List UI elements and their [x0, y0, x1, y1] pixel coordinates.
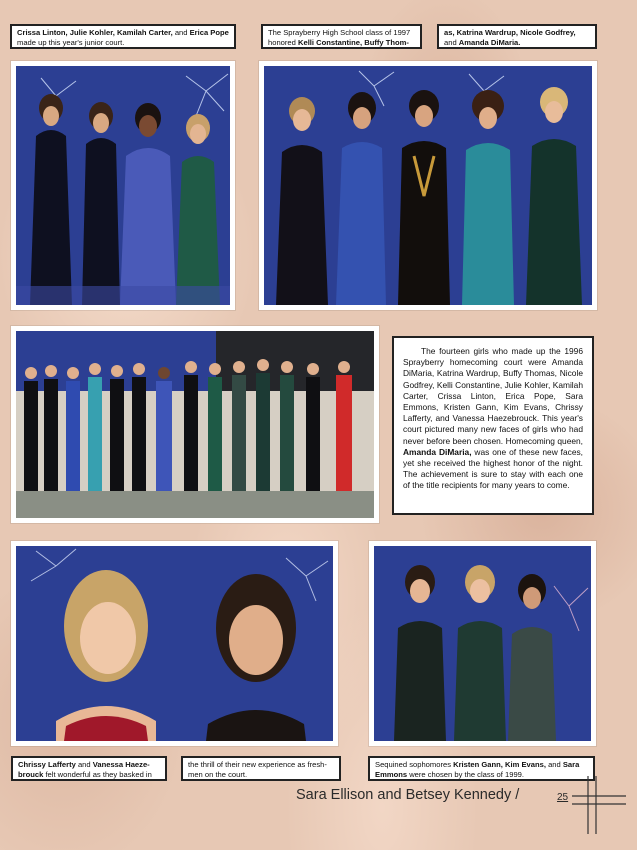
caption-junior-court: Crissa Linton, Julie Kohler, Kamilah Carter, and Erica Pope made up this year's junior court.	[10, 24, 236, 49]
photographer-credit: Sara Ellison and Betsey Kennedy /	[296, 787, 520, 803]
caption-sophomores: Sequined sophomores Kristen Gann, Kim Evans, and Sara Emmons were chosen by the class of 1999.	[368, 756, 595, 781]
photo-senior-court	[259, 61, 597, 310]
photo-full-court	[11, 326, 379, 523]
story-paragraph: The fourteen girls who made up the 1996 Sprayberry homecoming court were Amanda DiMaria, Katrina Wardrup, Buffy Thomas, Nicole Godfrey, Kelli Constantine, Julie Kohler, Kamilah Carter, Crissa Linton, Erica Pope, Sara Emmons, Kristen Gann, Kim Evans, Chrissy Lafferty, and Vanessa Haezebrouck. This year's court pictured many new faces of girls who had never before been chosen. Homecoming queen, Amanda DiMaria, was one of these new faces, yet she received the highest honor of the night. The achievement is sure to stay with each one of the title recipients for many years to come.	[403, 346, 583, 491]
photo-junior-court	[11, 61, 235, 310]
caption-freshmen-part2: the thrill of their new experience as fresh-men on the court.	[181, 756, 341, 781]
photo-freshmen	[11, 541, 338, 746]
caption-freshmen-part1: Chrissy Lafferty and Vanessa Haeze-brouck felt wonderful as they basked in	[11, 756, 167, 781]
caption-senior-class-part1: The Sprayberry High School class of 1997 honored Kelli Constantine, Buffy Thom-	[261, 24, 422, 49]
page-corner-mark-icon	[572, 776, 626, 834]
photo-sophomores	[369, 541, 596, 746]
page-number: 25	[557, 792, 569, 803]
caption-junior-names: Crissa Linton, Julie Kohler, Kamilah Carter,	[17, 28, 173, 37]
story-text-box	[392, 336, 594, 515]
caption-senior-class-part2: as, Katrina Wardrup, Nicole Godfrey, and Amanda DiMaria.	[437, 24, 597, 49]
